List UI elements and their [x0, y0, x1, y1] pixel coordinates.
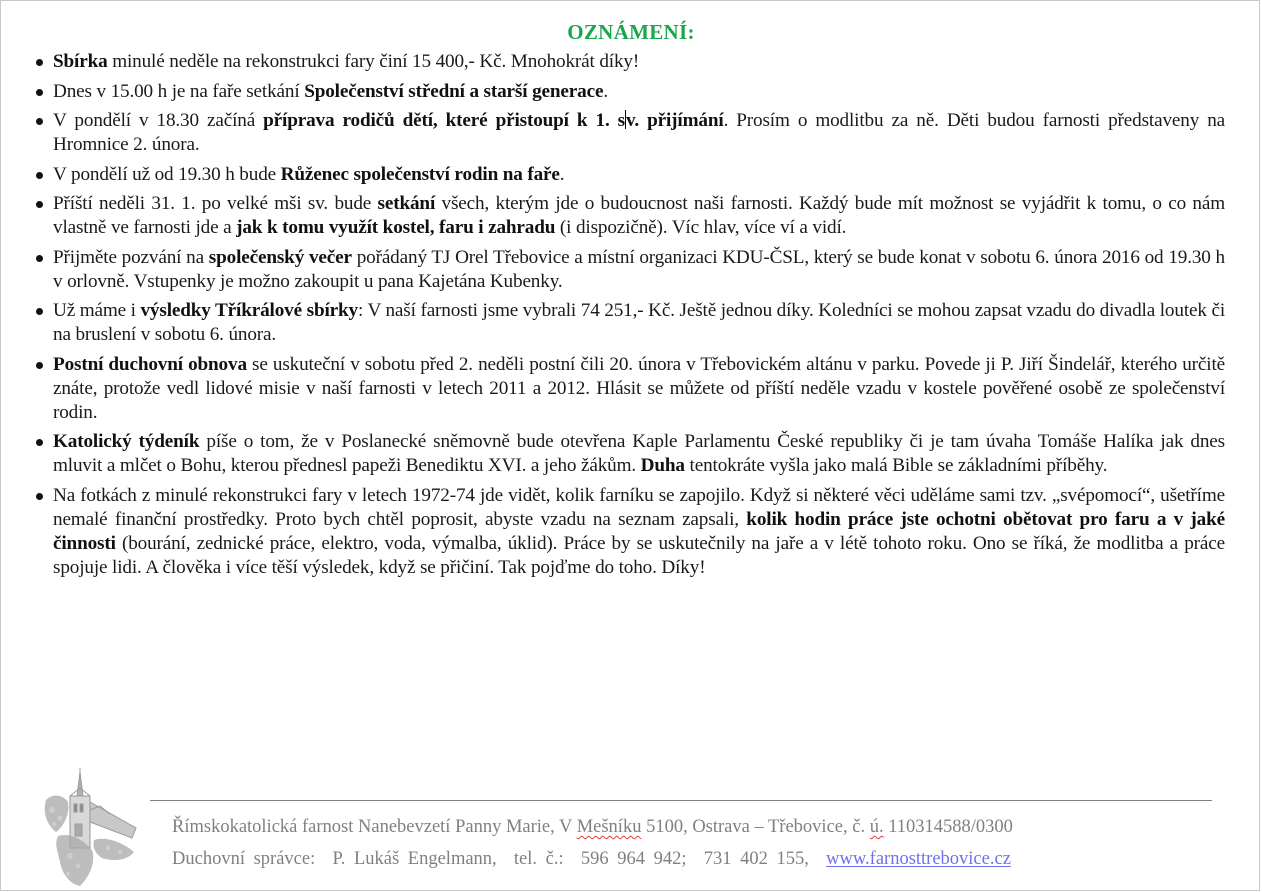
- bullet-icon: [36, 439, 43, 446]
- bold-text: Růženec společenství rodin na faře: [280, 163, 560, 185]
- footer-address-city: 5100, Ostrava – Třebovice, č.: [641, 817, 870, 837]
- bullet-icon: [36, 255, 43, 262]
- bullet-icon: [36, 362, 43, 369]
- announcement-item: [53, 299, 1225, 347]
- bold-text: Postní duchovní obnova: [53, 353, 247, 375]
- bullet-icon: [36, 493, 43, 500]
- bold-text: výsledky Tříkrálové sbírky: [140, 300, 358, 321]
- footer-contact-text: Duchovní správce: P. Lukáš Engelmann, tel. č.: 596 964 942; 731 402 155,: [172, 849, 827, 869]
- bold-text: Katolický týdeník: [53, 431, 200, 452]
- bold-text: Duha: [640, 455, 685, 476]
- bold-text: příprava rodičů dětí, které přistoupí k 1. s: [263, 110, 625, 131]
- bullet-icon: [36, 172, 43, 179]
- announcement-item: [53, 353, 1225, 425]
- announcement-item: [53, 430, 1225, 478]
- footer-contact: [172, 849, 1011, 870]
- bullet-icon: [36, 89, 43, 96]
- body-text: (bourání, zednické práce, elektro, voda, výmalba, úklid). Práce by se uskutečnily na jaře a v létě tohoto roku. Ono se říká, že modlitba a práce spojuje lidi. A člověka i více těší výsledek, když se přičiní. Tak pojďme do toho. Díky!: [53, 532, 1225, 578]
- footer-account-abbr: ú.: [869, 817, 884, 837]
- church-illustration-icon: [40, 766, 150, 890]
- body-text: Příští neděli 31. 1. po velké mši sv. bude: [53, 193, 378, 214]
- body-text: tentokráte vyšla jako malá Bible se základními příběhy.: [684, 455, 1108, 476]
- body-text: V pondělí v 18.30 začíná: [53, 110, 264, 131]
- bullet-icon: [36, 59, 43, 66]
- body-text: Přijměte pozvání na: [53, 246, 209, 268]
- body-text: se uskuteční v sobotu před 2. neděli postní čili 20. února v Třebovickém altánu v parku. Povede ji P. Jiří Šindelář, kterého určitě znáte, protože vedl lidové misie v naší farnosti v letech 2011 a 2012. Hlásit se můžete od příští neděle vzadu v kostele pověřené osobě ze společenství rodin.: [53, 353, 1226, 423]
- bold-text: společenský večer: [208, 246, 352, 268]
- footer-account-number: 110314588/0300: [883, 817, 1013, 837]
- announcement-item: [53, 50, 1225, 74]
- announcement-item: [53, 246, 1225, 294]
- announcement-item: [53, 80, 1225, 104]
- body-text: minulé neděle na rekonstrukci fary činí 15 400,- Kč. Mnohokrát díky!: [107, 51, 640, 72]
- bullet-icon: [36, 308, 43, 315]
- bullet-icon: [36, 201, 43, 208]
- body-text: Dnes v 15.00 h je na faře setkání: [53, 80, 305, 102]
- body-text: pořádaný TJ Orel Třebovice a místní organizaci KDU-ČSL, který se bude konat v sobotu 6. února 2016 od 19.30 h v orlovně. Vstupenky je možno zakoupit u pana Kajetána Kubenky.: [53, 246, 1225, 292]
- announcement-item: [53, 109, 1225, 157]
- body-text: Na fotkách z minulé rekonstrukci fary v letech 1972-74 jde vidět, kolik farníku se zapojilo. Když si některé věci uděláme sami tzv. „svépomocí“, ušetříme nemalé finanční prostředky. Proto bych chtěl poprosit, abyste vzadu na seznam zapsali,: [53, 484, 1225, 530]
- bold-text: kolik hodin práce jste ochotni obětovat pro faru a v jaké činnosti: [53, 508, 1225, 554]
- footer-street: Mešníku: [576, 817, 642, 837]
- bold-text: jak k tomu využít kostel, faru i zahradu: [236, 217, 556, 238]
- announcement-item: [53, 163, 1225, 187]
- announcement-list: [53, 50, 1225, 585]
- bullet-icon: [36, 118, 43, 125]
- page-title: OZNÁMENÍ:: [567, 20, 695, 44]
- body-text: .: [559, 163, 565, 185]
- body-text: (i dispozičně). Víc hlav, více ví a vidí.: [555, 217, 847, 238]
- bold-text: Sbírka: [53, 51, 108, 72]
- body-text: .: [603, 80, 608, 102]
- bold-text: setkání: [377, 193, 436, 214]
- body-text: . Prosím o modlitbu za ně. Děti budou farnosti představeny na Hromnice 2. února.: [53, 110, 1226, 155]
- announcement-item: [53, 484, 1225, 580]
- bold-text: v. přijímání: [626, 110, 724, 131]
- bold-text: Společenství střední a starší generace: [304, 80, 604, 102]
- body-text: píše o tom, že v Poslanecké sněmovně bude otevřena Kaple Parlamentu České republiky či je tam úvaha Tomáše Halíka jak dnes mluvit a mlčet o Bohu, kterou přednesl papeži Benediktu XVI. a jeho žákům.: [53, 431, 1225, 476]
- website-link[interactable]: www.farnosttrebovice.cz: [826, 849, 1011, 869]
- body-text: Už máme i: [53, 300, 141, 321]
- footer-divider: [150, 800, 1212, 801]
- footer-address: [172, 817, 1013, 838]
- announcement-item: [53, 192, 1225, 240]
- body-text: : V naší farnosti jsme vybrali 74 251,- Kč. Ještě jednou díky. Koledníci se mohou zapsat vzadu do divadla loutek či na bruslení v sobotu 6. února.: [53, 300, 1226, 345]
- body-text: V pondělí už od 19.30 h bude: [53, 163, 281, 185]
- body-text: všech, kterým jde o budoucnost naši farnosti. Každý bude mít možnost se vyjádřit k tomu, o co nám vlastně ve farnosti jde a: [53, 193, 1225, 238]
- footer-address-text: Římskokatolická farnost Nanebevzetí Panny Marie, V: [172, 817, 577, 837]
